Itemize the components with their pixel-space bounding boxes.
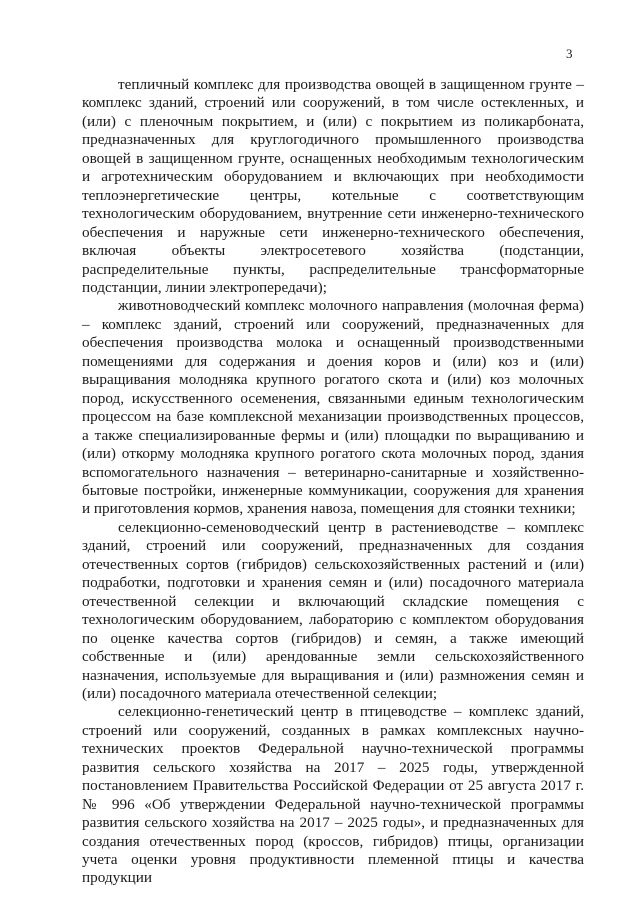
paragraph-dairy-complex: животноводческий комплекс молочного направления (молочная ферма) – комплекс зданий, строений или сооружений, предназначенных для обеспечения производства молока и оснащенный производственными помещениями для содержания и доения коров и (или) коз и (или) выращивания молодняка крупного рогатого скота и (или) коз молочных пород, искусственного осеменения, связанными единым технологическим процессом на базе комплексной механизации производственных процессов, а также специализированные фермы и (или) площадки по выращиванию и (или) откорму молодняка крупного рогатого скота молочных пород, здания вспомогательного назначения – ветеринарно-санитарные и хозяйственно-бытовые постройки, инженерные коммуникации, сооружения для хранения и приготовления кормов, хранения навоза, помещения для стоянки техники; (82, 297, 584, 518)
paragraph-seed-breeding-center: селекционно-семеноводческий центр в растениеводстве – комплекс зданий, строений или сооружений, предназначенных для создания отечественных сортов (гибридов) сельскохозяйственных растений и (или) подработки, подготовки и хранения семян и (или) посадочного материала отечественной селекции и включающий складские помещения с технологическим оборудованием, лабораторию с комплектом оборудования по оценке качества сортов (гибридов) и семян, а также имеющий собственные и (или) арендованные земли сельскохозяйственного назначения, используемые для выращивания и (или) размножения семян и (или) посадочного материала отечественной селекции; (82, 518, 584, 702)
document-body (82, 76, 584, 888)
page-number: 3 (566, 46, 573, 61)
paragraph-poultry-genetic-center: селекционно-генетический центр в птицеводстве – комплекс зданий, строений или сооружений, созданных в рамках комплексных научно-технических проектов Федеральной научно-технической программы развития сельского хозяйства на 2017 – 2025 годы, утвержденной постановлением Правительства Российской Федерации от 25 августа 2017 г. № 996 «Об утверждении Федеральной научно-технической программы развития сельского хозяйства на 2017 – 2025 годы», и предназначенных для создания отечественных пород (кроссов, гибридов) птицы, организации учета оценки уровня продуктивности племенной птицы и качества продукции (82, 703, 584, 887)
paragraph-greenhouse-complex: тепличный комплекс для производства овощей в защищенном грунте – комплекс зданий, строений или сооружений, в том числе остекленных, и (или) с пленочным покрытием, и (или) с покрытием из поликарбоната, предназначенных для круглогодичного промышленного производства овощей в защищенном грунте, оснащенных необходимым технологическим и агротехническим оборудованием и включающих при необходимости теплоэнергетические центры, котельные с соответствующим технологическим оборудованием, внутренние сети инженерно-технического обеспечения и наружные сети инженерно-технического обеспечения, включая объекты электросетевого хозяйства (подстанции, распределительные пункты, распределительные трансформаторные подстанции, линии электропередачи); (82, 76, 584, 296)
